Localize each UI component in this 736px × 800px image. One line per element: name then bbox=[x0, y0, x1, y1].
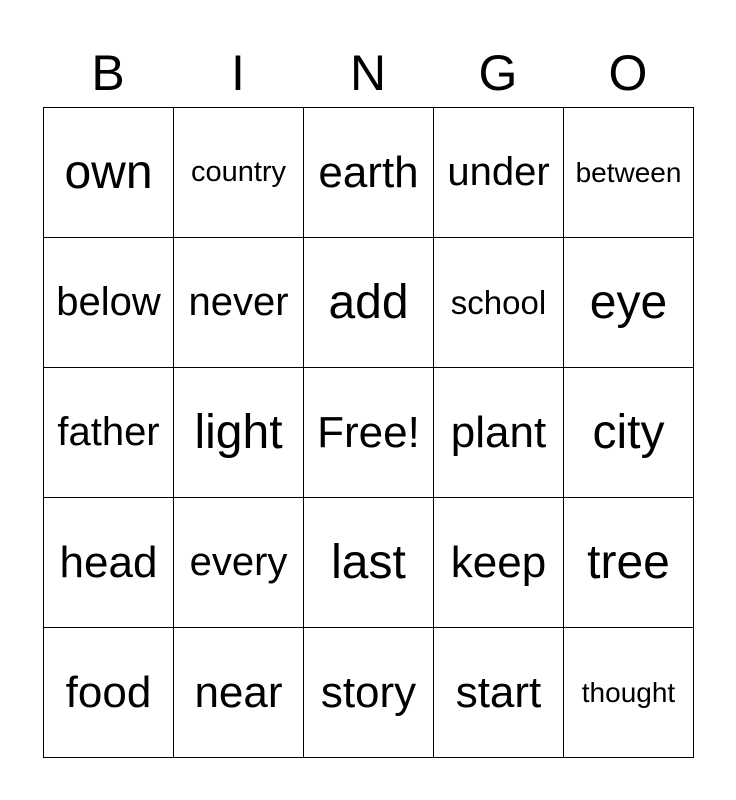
bingo-cell[interactable]: plant bbox=[434, 368, 564, 498]
bingo-cell[interactable]: own bbox=[44, 108, 174, 238]
bingo-board bbox=[43, 107, 694, 758]
bingo-cell[interactable]: add bbox=[304, 238, 434, 368]
bingo-cell[interactable]: under bbox=[434, 108, 564, 238]
header-letter-n: N bbox=[349, 45, 387, 101]
free-space[interactable]: Free! bbox=[304, 368, 434, 498]
bingo-cell[interactable]: food bbox=[44, 628, 174, 758]
bingo-cell[interactable]: last bbox=[304, 498, 434, 628]
bingo-cell[interactable]: tree bbox=[564, 498, 694, 628]
header-letter-i: I bbox=[231, 45, 245, 101]
bingo-cell[interactable]: near bbox=[174, 628, 304, 758]
bingo-cell[interactable]: keep bbox=[434, 498, 564, 628]
bingo-cell[interactable]: father bbox=[44, 368, 174, 498]
bingo-cell[interactable]: every bbox=[174, 498, 304, 628]
header-letter-g: G bbox=[478, 45, 518, 101]
bingo-cell[interactable]: between bbox=[564, 108, 694, 238]
bingo-cell[interactable]: country bbox=[174, 108, 304, 238]
header-letter-b: B bbox=[91, 45, 125, 101]
bingo-cell[interactable]: thought bbox=[564, 628, 694, 758]
bingo-cell[interactable]: head bbox=[44, 498, 174, 628]
header-letter-o: O bbox=[608, 45, 648, 101]
bingo-cell[interactable]: story bbox=[304, 628, 434, 758]
bingo-cell[interactable]: start bbox=[434, 628, 564, 758]
bingo-cell[interactable]: school bbox=[434, 238, 564, 368]
bingo-cell[interactable]: city bbox=[564, 368, 694, 498]
bingo-header bbox=[43, 40, 693, 106]
bingo-cell[interactable]: earth bbox=[304, 108, 434, 238]
bingo-cell[interactable]: eye bbox=[564, 238, 694, 368]
bingo-cell[interactable]: never bbox=[174, 238, 304, 368]
bingo-cell[interactable]: light bbox=[174, 368, 304, 498]
bingo-cell[interactable]: below bbox=[44, 238, 174, 368]
